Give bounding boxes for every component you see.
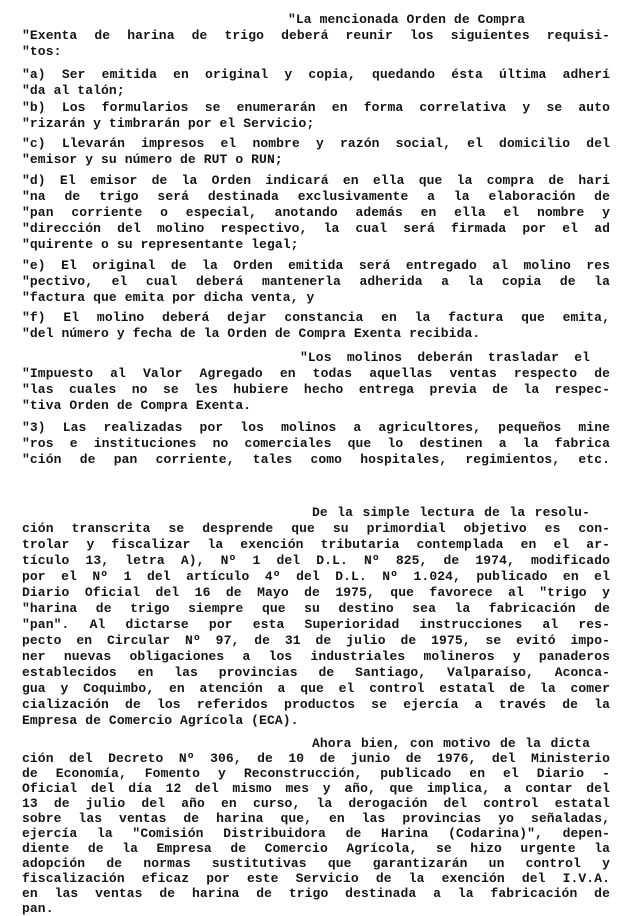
text-line: "pan corriente o especial, anotando además en ella el nombre y	[22, 205, 610, 220]
text-line: "las cuales no se les hubiere hecho entrega previa de la respec-	[22, 382, 610, 397]
text-line: diente de la Empresa de Comercio Agrícola, se hizo urgente la	[22, 841, 610, 856]
text-line: tículo 13, letra A), Nº 1 del D.L. Nº 825, de 1974, modificado	[22, 553, 610, 568]
text-line: adopción de normas sustitutivas que garantizarán un control y	[22, 856, 610, 871]
text-line: "tos:	[22, 44, 62, 59]
text-line: "tiva Orden de Compra Exenta.	[22, 398, 252, 413]
text-line: "3) Las realizadas por los molinos a agricultores, pequeños mine	[22, 420, 610, 435]
text-line: "factura que emita por dicha venta, y	[22, 290, 315, 305]
text-line: "pan". Al dictarse por esta Superioridad instrucciones al res-	[22, 617, 610, 632]
text-line: "c) Llevarán impresos el nombre y razón social, el domicilio del	[22, 136, 610, 151]
text-line: "d) El emisor de la Orden indicará en ella que la compra de hari	[22, 173, 610, 188]
text-line: "Impuesto al Valor Agregado en todas aquellas ventas respecto de	[22, 366, 610, 381]
text-line: "ros e instituciones no comerciales que lo destinen a la fabrica	[22, 436, 610, 451]
text-line: ción del Decreto Nº 306, de 10 de junio de 1976, del Ministerio	[22, 751, 610, 766]
text-line: "harina de trigo siempre que su destino sea la fabricación de	[22, 601, 610, 616]
text-line: por el Nº 1 del artículo 4º del D.L. Nº 1.024, publicado en el	[22, 569, 610, 584]
text-line: "dirección del molino respectivo, la cual será firmada por el ad	[22, 221, 610, 236]
text-line: "Los molinos deberán trasladar el	[300, 350, 590, 365]
text-line: "e) El original de la Orden emitida será entregado al molino res	[22, 258, 610, 273]
text-line: ner nuevas obligaciones a los industriales molineros y panaderos	[22, 649, 610, 664]
text-line: "Exenta de harina de trigo deberá reunir los siguientes requisi-	[22, 28, 610, 43]
text-line: en las ventas de harina de trigo destinada a la fabricación de	[22, 886, 610, 901]
text-line: De la simple lectura de la resolu-	[312, 505, 590, 520]
text-line: pecto en Circular Nº 97, de 31 de julio de 1975, se evitó impo-	[22, 633, 610, 648]
text-line: ejercía la "Comisión Distribuidora de Harina (Codarina)", depen-	[22, 826, 610, 841]
text-line: "quirente o su representante legal;	[22, 237, 299, 252]
text-line: sobre las ventas de harina que, en las provincias yo señaladas,	[22, 811, 610, 826]
text-line: 13 de julio del año en curso, la derogación del control estatal	[22, 796, 610, 811]
text-line: gua y Coquimbo, en atención a que el control estatal de la comer	[22, 681, 610, 696]
text-line: Empresa de Comercio Agrícola (ECA).	[22, 713, 299, 728]
text-line: "a) Ser emitida en original y copia, quedando ésta última adherí	[22, 67, 610, 82]
text-line: Diario Oficial del 16 de Mayo de 1975, que favorece al "trigo y	[22, 585, 610, 600]
text-line: ción transcrita se desprende que su primordial objetivo es con-	[22, 521, 610, 536]
text-line: "pectivo, el cual deberá mantenerla adherida a la copia de la	[22, 274, 610, 289]
text-line: "del número y fecha de la Orden de Compra Exenta recibida.	[22, 326, 481, 341]
text-line: "emisor y su número de RUT o RUN;	[22, 152, 283, 167]
text-line: "f) El molino deberá dejar constancia en la factura que emita,	[22, 310, 610, 325]
text-line: "La mencionada Orden de Compra	[288, 12, 526, 27]
text-line: "da al talón;	[22, 83, 125, 98]
text-line: establecidos en las provincias de Santiago, Valparaíso, Aconca-	[22, 665, 610, 680]
text-line: "ción de pan corriente, tales como hospitales, regimientos, etc.	[22, 452, 610, 467]
text-line: cialización de los referidos productos se ejercía a través de la	[22, 697, 610, 712]
text-line: "b) Los formularios se enumerarán en forma correlativa y se auto	[22, 100, 610, 115]
text-line: pan.	[22, 901, 54, 916]
text-line: de Economía, Fomento y Reconstrucción, publicado en el Diario -	[22, 766, 610, 781]
text-line: fiscalización eficaz por este Servicio de la exención del I.V.A.	[22, 871, 610, 886]
text-line: Ahora bien, con motivo de la dicta	[312, 736, 590, 751]
text-line: trolar y fiscalizar la exención tributaria contemplada en el ar-	[22, 537, 610, 552]
text-line: "rizarán y timbrarán por el Servicio;	[22, 116, 315, 131]
text-line: "na de trigo será destinada exclusivamente a la elaboración de	[22, 189, 610, 204]
text-line: Oficial del día 12 del mismo mes y año, que implica, a contar del	[22, 781, 610, 796]
